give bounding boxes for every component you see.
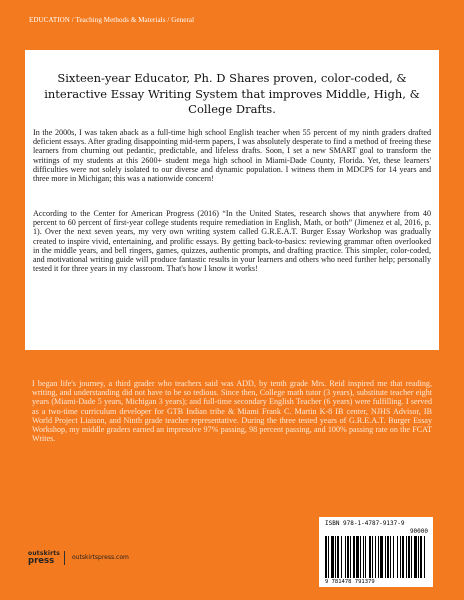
price-code: 90000	[409, 528, 428, 535]
description-paragraph-2: According to the Center for American Progress (2016) “In the United States, research shows that anywhere from 40 percent to 60 percent of first-year college students require remediation in English, Math, or both” (Jimenez et al, 2016, p. 1). Over the next seven years, my very own writing system called G.R.E.A.T. Burger Essay Workshop was gradually created to inspire vivid, entertaining, and prolific essays. By getting back-to-basics: reviewing grammar often overlooked in the middle years, and bell ringers, games, quizzes, authentic prompts, and drafting practice. This simpler, color-coded, and motivational writing guide will produce fantastic results in your learners and others who need further help; personally tested it for three years in my classroom. That's how I know it works!	[33, 209, 431, 274]
isbn-number: ISBN 978-1-4787-9137-9	[325, 520, 405, 527]
author-bio: I began life's journey, a third grader who teachers said was ADD, by tenth grade Mrs. Reid inspired me that reading, writing, and understanding did not have to be so tedious. Since then, College math tutor (3 years), substitute teacher eight years (Miami-Dade 5 years, Michigan 3 years); and full-time secondary English Teacher (6 years) were fulfilling. I served as a two-time curriculum developer for GTB Indian tribe & Miami Frank C. Martin K-8 IB center, NJHS Advisor, IB World Project Liaison, and Ninth grade teacher representative. During the three tested years of G.R.E.A.T. Burger Essay Workshop, my middle graders earned an impressive 97% passing, 98 percent passing, and 100% passing rate on the FCAT Writes.	[32, 379, 432, 444]
publisher-url: outskirtspress.com	[72, 554, 129, 561]
description-paragraph-1: In the 2000s, I was taken aback as a full-time high school English teacher when 55 percent of my ninth graders drafted deficient essays. After grading disappointing mid-term papers, I was absolutely desperate to find a method of freeing these learners from churning out pedantic, predictable, and lifeless drafts. Soon, I set a new SMART goal to transform the writings of my students at this 2600+ student mega high school in Miami-Dade County, Florida. Yet, these learners' difficulties were not solely isolated to our diverse and dynamic population. I witness them in MDCPS for 14 years and three more in Michigan; this was a nationwide concern!	[33, 128, 431, 184]
headline: Sixteen-year Educator, Ph. D Shares proven, color-coded, & interactive Essay Writing System that improves Middle, High, & College Drafts.	[44, 71, 420, 116]
barcode-digits: 9 781478 791379	[325, 579, 375, 585]
publisher-logo-top: outskirts	[28, 550, 61, 557]
logo-divider	[64, 551, 65, 565]
publisher-logo	[28, 551, 60, 566]
barcode-box	[319, 517, 433, 587]
barcode-bars	[325, 536, 427, 578]
category-label: EDUCATION / Teaching Methods & Materials / General	[29, 16, 195, 24]
publisher-logo-bottom: press	[28, 556, 55, 566]
